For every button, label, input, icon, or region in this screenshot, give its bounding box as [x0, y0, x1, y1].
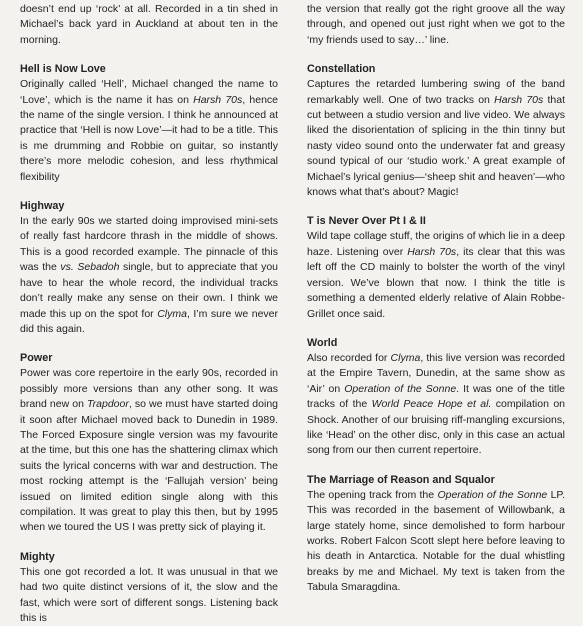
right-column [307, 0, 565, 596]
italic-title-text: Operation of the Sonne [344, 382, 457, 395]
italic-title-text: Harsh 70s [407, 245, 457, 258]
body-text: , this live version was recorded at the Empire Tavern, Dunedin, at the same show as ‘Air’ on [307, 351, 565, 395]
section [307, 336, 565, 459]
section-heading: Mighty [20, 550, 55, 563]
body-text: This one got recorded a lot. It was unusual in that we had two quite distinct versions of it, the slow and the fast, which were sort of different songs. Listening back this is [20, 565, 278, 624]
section-heading: Constellation [307, 63, 376, 76]
italic-title-text: Operation of the Sonne [437, 488, 548, 501]
body-text: single, but to appreciate that you have to hear the whole record, the individual tracks don’t really make any sense on their own. I think we made this up on the spot for [20, 261, 278, 320]
left-column [20, 0, 278, 626]
body-text: The opening track from the [307, 488, 438, 501]
body-text: Also recorded for [307, 351, 391, 364]
section-body [20, 214, 278, 337]
body-text: , hence the name of the single version. I think he announced at practice that ‘Hell is now Love’—it had to be a title. This is me drumming and Robbie on guitar, so instantly there’s more melodic cohesion, and less rhythmical flexibility [20, 93, 278, 183]
italic-title-text: Harsh 70s [494, 93, 544, 106]
section-body [20, 366, 278, 535]
italic-title-text: Trapdoor [87, 398, 129, 411]
italic-title-text: vs. Sebadoh [60, 261, 120, 274]
italic-title-text: Clyma [157, 307, 187, 320]
section-body [307, 77, 565, 200]
section-heading: Hell is Now Love [20, 63, 106, 76]
body-text: Captures the retarded lumbering swing of the band remarkably well. One of two tracks on [307, 78, 565, 106]
section [20, 351, 278, 535]
italic-title-text: Clyma [390, 351, 421, 364]
italic-title-text: World Peace Hope et al. [371, 398, 492, 411]
body-text: that cut between a studio version and live video. We always liked the disorientation of splicing in the thin tinny but nasty video sound onto the underwater fat and greasy sound typical of our ‘studio work.’ A great example of Michael’s lyrical genius—‘sheep shit and heaven’—who knows what that’s about? Magic! [307, 93, 566, 199]
section [307, 214, 565, 321]
section [20, 62, 278, 185]
body-text: Wild tape collage stuff, the origins of which lie in a deep haze. Listening over [307, 230, 565, 258]
body-text: LP. This was recorded in the basement of Willowbank, a large stately home, since demolished to form harbour works. Robert Falcon Scott slept here before leaving to his death in Antarctica. Notable for the dual whistling breaks by me and Michael. My text is taken from the Tabula Smaragdina. [307, 488, 565, 594]
left-sections [20, 62, 278, 626]
body-text: . It was one of the title tracks of the [307, 382, 565, 411]
section-heading: Power [20, 352, 53, 365]
section [307, 62, 565, 200]
section-heading: Highway [20, 200, 65, 213]
section-body [307, 351, 565, 459]
right-sections [307, 62, 565, 595]
body-text: , its clear that this was left off the CD mainly to bolster the worth of the vinyl version. We’ve blown that now. I think the title is something a demented elderly relative of Alain Robbe-Grillet once said. [307, 245, 565, 320]
section [20, 550, 278, 626]
section-heading: T is Never Over Pt I & II [307, 215, 426, 228]
body-text: Power was core repertoire in the early 90s, recorded in possibly more versions than any other song. It was brand new on [20, 367, 278, 411]
section-heading: The Marriage of Reason and Squalor [307, 473, 495, 486]
body-text: , I’m sure we never did this again. [20, 307, 278, 335]
section-body [20, 77, 278, 185]
section-body [307, 488, 565, 596]
section-body [20, 565, 278, 626]
body-text: compilation on Shock. Another of our bruising riff-mangling excursions, like ‘Head’ on the other disc, only in this case an actual song from our then current repertoire. [307, 398, 566, 457]
body-text: In the early 90s we started doing improvised mini-sets of really fast hardcore thrash in the middle of shows. This is a good recorded example. The pinnacle of this was the [20, 215, 278, 274]
section-body [307, 229, 565, 321]
continuation-text: the version that really got the right groove all the way through, and opened out just right when we got to the ‘my friends used to say…’ line. [307, 3, 565, 46]
continuation-text: doesn’t end up ‘rock’ at all. Recorded in a tin shed in Michael’s back yard in Auckland at about ten in the morning. [20, 3, 278, 46]
section-heading: World [307, 336, 338, 349]
section [307, 473, 565, 596]
body-text: Originally called ‘Hell’, Michael changed the name to ‘Love’, which is the name it has on [20, 78, 278, 106]
body-text: , so we must have started doing it soon after Michael moved back to Dunedin in 1989. The Forced Exposure single version was my favourite at the time, but this one has the shattering climax which suits the lyrical concerns with war and destruction. The most rocking attempt is the ‘Fallujah version’ being issued on limited edition single along with this compilation. It was great to play this then, but by 1995 when we toured the US I was pretty sick of playing it. [20, 398, 278, 534]
section [20, 199, 278, 337]
italic-title-text: Harsh 70s [193, 93, 243, 106]
